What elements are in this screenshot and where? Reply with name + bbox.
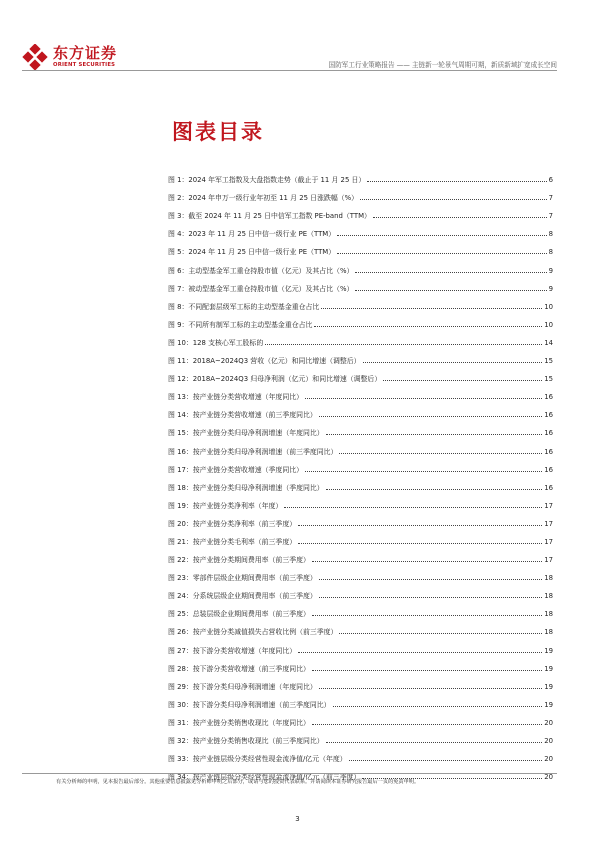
toc-dot-leader (312, 560, 542, 562)
toc-entry-label: 图 13：按产业链分类营收增速（年度同比） (168, 393, 303, 402)
toc-entry-label: 图 19：按产业链分类净利率（年度） (168, 501, 283, 510)
toc-entry-label: 图 6：主动型基金军工重仓持股市值（亿元）及其占比（%） (168, 266, 354, 275)
toc-dot-leader (319, 578, 542, 580)
toc-entry[interactable] (168, 745, 553, 763)
toc-dot-leader (367, 180, 546, 182)
toc-entry[interactable] (168, 691, 553, 709)
toc-entry[interactable] (168, 727, 553, 745)
page-number: 3 (295, 815, 300, 823)
toc-entry-page: 18 (544, 592, 553, 601)
toc-entry[interactable] (168, 510, 553, 528)
toc-entry[interactable] (168, 365, 553, 383)
toc-entry-page: 19 (544, 664, 553, 673)
toc-entry[interactable] (168, 456, 553, 474)
company-logo (22, 44, 117, 70)
toc-entry-page: 14 (544, 338, 553, 347)
toc-entry-label: 图 16：按产业链分类归母净利润增速（前三季度同比） (168, 447, 338, 456)
toc-entry-label: 图 4：2023 年 11 月 25 日中信一级行业 PE（TTM） (168, 230, 336, 239)
toc-entry[interactable] (168, 275, 553, 293)
toc-entry-label: 图 24：分系统层级企业期间费用率（前三季度） (168, 592, 317, 601)
toc-entry[interactable] (168, 202, 553, 220)
toc-dot-leader (305, 397, 542, 399)
toc-dot-leader (298, 542, 542, 544)
toc-entry-label: 图 10：128 支核心军工股标的 (168, 338, 264, 347)
toc-dot-leader (355, 271, 546, 273)
toc-entry-label: 图 18：按产业链分类归母净利润增速（季度同比） (168, 483, 324, 492)
toc-entry[interactable] (168, 709, 553, 727)
toc-entry-label: 图 23：零部件层级企业期间费用率（前三季度） (168, 574, 317, 583)
toc-entry-page: 18 (544, 574, 553, 583)
toc-dot-leader (326, 433, 543, 435)
toc-entry-page: 17 (544, 519, 553, 528)
toc-entry-page: 17 (544, 537, 553, 546)
footer-divider (22, 773, 557, 774)
toc-entry-page: 17 (544, 556, 553, 565)
toc-dot-leader (373, 216, 547, 218)
toc-entry[interactable] (168, 636, 553, 654)
toc-entry-label: 图 22：按产业链分类期间费用率（前三季度） (168, 556, 310, 565)
toc-entry[interactable] (168, 528, 553, 546)
toc-dot-leader (312, 723, 542, 725)
toc-dot-leader (305, 470, 542, 472)
toc-dot-leader (326, 488, 543, 490)
toc-entry-page: 10 (544, 302, 553, 311)
toc-entry[interactable] (168, 383, 553, 401)
toc-entry-page: 8 (548, 248, 553, 257)
toc-entry[interactable] (168, 238, 553, 256)
toc-entry[interactable] (168, 492, 553, 510)
header-divider (22, 70, 557, 71)
toc-entry[interactable] (168, 673, 553, 691)
toc-list (168, 166, 553, 781)
toc-dot-leader (312, 614, 542, 616)
disclaimer-text: 有关分析师的申明，见本报告最后部分。其他重要信息披露见分析师申明之后部分，或请与您的投资代表联系。并请阅读本证券研究报告最后一页的免责申明。 (56, 779, 420, 785)
toc-entry-label: 图 26：按产业链分类减值损失占营收比例（前三季度） (168, 628, 338, 637)
toc-entry-page: 6 (548, 176, 553, 185)
toc-entry-page: 20 (544, 773, 553, 782)
toc-entry-label: 图 34：按产业链层级分类经营性现金流净值/亿元（前三季度） (168, 773, 361, 782)
toc-entry[interactable] (168, 220, 553, 238)
toc-dot-leader (284, 506, 542, 508)
toc-entry-page: 9 (548, 284, 553, 293)
toc-dot-leader (337, 234, 546, 236)
toc-entry-page: 16 (544, 411, 553, 420)
toc-entry[interactable] (168, 474, 553, 492)
toc-dot-leader (319, 415, 542, 417)
toc-dot-leader (298, 524, 542, 526)
toc-entry-page: 19 (544, 700, 553, 709)
toc-entry[interactable] (168, 329, 553, 347)
toc-entry-label: 图 12：2018A~2024Q3 归母净利润（亿元）和同比增速（调整后） (168, 375, 382, 384)
toc-entry-page: 10 (544, 320, 553, 329)
toc-entry[interactable] (168, 546, 553, 564)
toc-dot-leader (265, 343, 542, 345)
toc-entry-label: 图 3：截至 2024 年 11 月 25 日中信军工指数 PE-band（TTM） (168, 212, 371, 221)
toc-entry-page: 9 (548, 266, 553, 275)
toc-dot-leader (312, 669, 542, 671)
toc-entry-label: 图 21：按产业链分类毛利率（前三季度） (168, 537, 297, 546)
toc-dot-leader (298, 651, 542, 653)
toc-dot-leader (314, 325, 542, 327)
toc-dot-leader (339, 452, 542, 454)
toc-dot-leader (339, 632, 542, 634)
toc-entry-page: 16 (544, 447, 553, 456)
toc-dot-leader (383, 379, 542, 381)
toc-entry[interactable] (168, 401, 553, 419)
toc-entry-label: 图 15：按产业链分类归母净利润增速（年度同比） (168, 429, 324, 438)
diamond-cluster-icon (22, 44, 48, 70)
toc-entry-page: 16 (544, 393, 553, 402)
toc-entry[interactable] (168, 419, 553, 437)
toc-entry-page: 20 (544, 755, 553, 764)
toc-entry-page: 17 (544, 501, 553, 510)
toc-dot-leader (337, 252, 546, 254)
toc-entry[interactable] (168, 256, 553, 274)
toc-entry[interactable] (168, 184, 553, 202)
report-title: 国防军工行业策略报告 —— 主链新一轮景气周期可期，新质新域扩宽成长空间 (328, 61, 557, 69)
toc-entry-label: 图 9：不同所有制军工标的主动型基金重仓占比 (168, 320, 313, 329)
toc-entry-label: 图 32：按产业链分类销售收现比（前三季度同比） (168, 737, 324, 745)
toc-entry-label: 图 2：2024 年申万一级行业年初至 11 月 25 日涨跌幅（%） (168, 194, 359, 203)
toc-entry[interactable] (168, 582, 553, 600)
toc-entry-label: 图 17：按产业链分类营收增速（季度同比） (168, 465, 303, 474)
toc-entry-page: 16 (544, 429, 553, 438)
toc-entry-page: 15 (544, 375, 553, 384)
toc-entry-page: 15 (544, 357, 553, 366)
toc-entry[interactable] (168, 437, 553, 455)
toc-dot-leader (360, 198, 547, 200)
logo-english-name: ORIENT SECURITIES (53, 61, 116, 68)
toc-dot-leader (319, 687, 542, 689)
toc-dot-leader (326, 741, 543, 743)
toc-entry-page: 7 (548, 212, 553, 221)
toc-entry[interactable] (168, 564, 553, 582)
toc-entry-label: 图 7：被动型基金军工重仓持股市值（亿元）及其占比（%） (168, 284, 354, 293)
toc-entry-page: 7 (548, 194, 553, 203)
toc-entry-label: 图 20：按产业链分类净利率（前三季度） (168, 519, 297, 528)
toc-entry-label: 图 8：不同配套层级军工标的主动型基金重仓占比 (168, 302, 320, 311)
toc-entry-label: 图 14：按产业链分类营收增速（前三季度同比） (168, 411, 317, 420)
toc-entry-page: 16 (544, 465, 553, 474)
toc-dot-leader (321, 307, 542, 309)
toc-entry-label: 图 30：按下游分类归母净利润增速（前三季度同比） (168, 700, 331, 709)
toc-dot-leader (319, 596, 542, 598)
toc-entry[interactable] (168, 655, 553, 673)
toc-entry[interactable] (168, 166, 553, 184)
toc-entry-label: 图 5：2024 年 11 月 25 日中信一级行业 PE（TTM） (168, 248, 336, 257)
toc-entry-label: 图 27：按下游分类营收增速（年度同比） (168, 646, 297, 655)
toc-entry-label: 图 1：2024 年军工指数及大盘指数走势（截止于 11 月 25 日） (168, 176, 366, 185)
toc-entry-page: 16 (544, 483, 553, 492)
toc-entry-page: 20 (544, 737, 553, 745)
toc-entry-page: 18 (544, 628, 553, 637)
toc-entry-label: 图 25：总装层级企业期间费用率（前三季度） (168, 610, 310, 619)
toc-entry-label: 图 28：按下游分类营收增速（前三季度同比） (168, 664, 310, 673)
toc-dot-leader (355, 289, 546, 291)
toc-dot-leader (349, 759, 543, 761)
toc-entry-label: 图 33：按产业链层级分类经营性现金流净值/亿元（年度） (168, 755, 347, 764)
toc-entry[interactable] (168, 293, 553, 311)
toc-entry-label: 图 11：2018A~2024Q3 营收（亿元）和同比增速（调整后） (168, 357, 361, 366)
toc-title: 图表目录 (172, 120, 264, 144)
toc-entry-label: 图 31：按产业链分类销售收现比（年度同比） (168, 718, 310, 727)
toc-entry[interactable] (168, 347, 553, 365)
toc-entry-page: 20 (544, 718, 553, 727)
toc-entry[interactable] (168, 618, 553, 636)
toc-entry-page: 8 (548, 230, 553, 239)
toc-entry[interactable] (168, 311, 553, 329)
toc-entry-page: 19 (544, 646, 553, 655)
toc-entry-label: 图 29：按下游分类归母净利润增速（年度同比） (168, 682, 317, 691)
toc-entry[interactable] (168, 600, 553, 618)
toc-entry-page: 18 (544, 610, 553, 619)
logo-chinese-name: 东方证券 (53, 43, 118, 62)
toc-entry-page: 19 (544, 682, 553, 691)
toc-dot-leader (333, 705, 543, 707)
toc-dot-leader (363, 361, 543, 363)
